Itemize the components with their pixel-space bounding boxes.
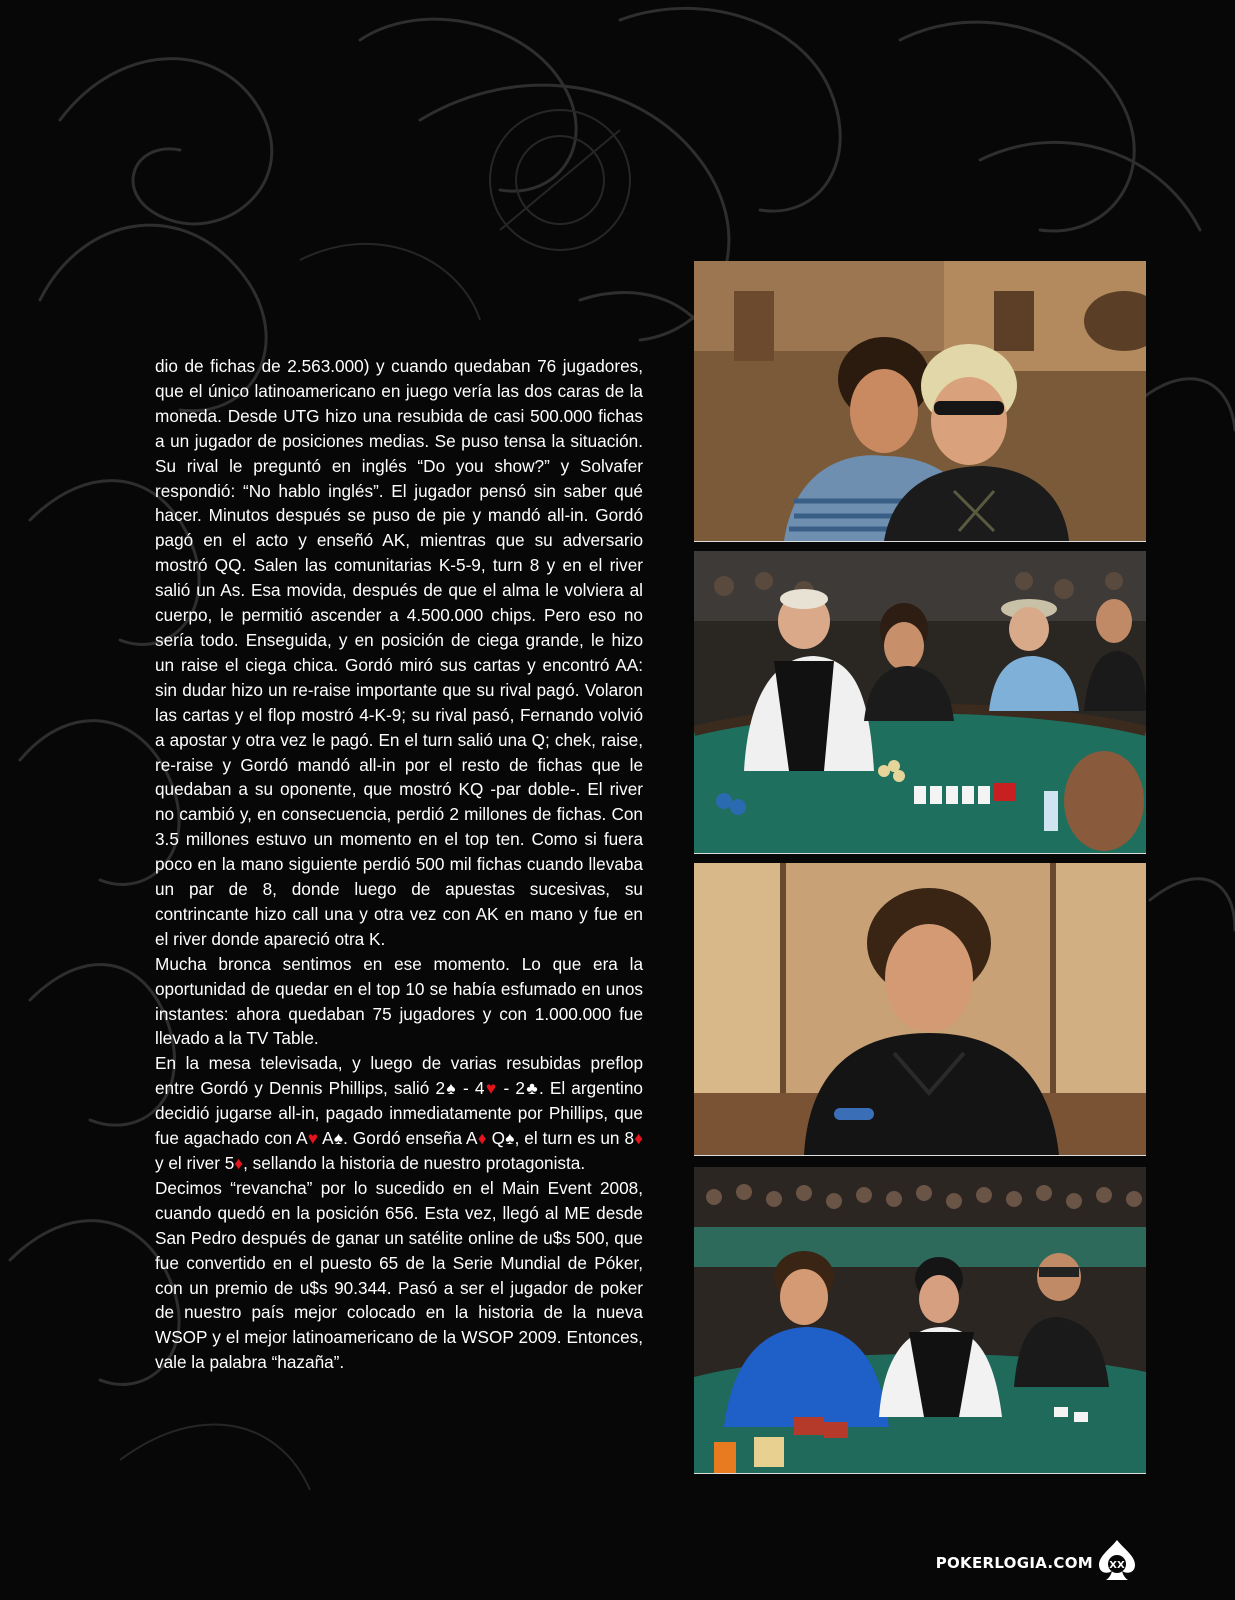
diamond-icon: ♦ — [234, 1153, 244, 1173]
article-paragraph: Mucha bronca sentimos en ese momento. Lo que era la oportunidad de quedar en el top 10 se había esfumado en unos instantes: ahora quedaban 75 jugadores y con 1.000.000 fue llevado a la TV Table. — [155, 953, 643, 1049]
text-span: . El argentino decidió jugarse all-in, pagado inmediatamente por Phillips, que fue agachado con A — [155, 1078, 643, 1149]
diamond-icon: ♦ — [634, 1128, 643, 1149]
spade-icon: ♠ — [333, 1128, 344, 1149]
spade-icon: ♠ — [505, 1128, 515, 1149]
article-body — [155, 354, 643, 1375]
photo-tournament-room — [694, 1167, 1146, 1474]
text-span: y el river 5 — [155, 1153, 235, 1173]
text-span: En la mesa televisada, y luego de varias resubidas preflop entre Gordó y Dennis Phillips, salió 2 — [155, 1053, 643, 1099]
text-span: - 4 — [456, 1078, 485, 1099]
text-span: A — [318, 1128, 334, 1149]
photo-poker-table — [694, 551, 1146, 854]
text-span: . Gordó enseña A — [343, 1128, 478, 1149]
text-span: , sellando la historia de nuestro protagonista. — [243, 1153, 586, 1173]
heart-icon: ♥ — [307, 1128, 319, 1149]
article-paragraph — [155, 1051, 643, 1176]
logo-badge-text: XX — [1109, 1560, 1125, 1571]
text-span: Q — [486, 1128, 506, 1149]
heart-icon: ♥ — [484, 1078, 498, 1099]
logo-text: POKERLOGIA.COM — [935, 1553, 1093, 1572]
article-paragraph: Decimos “revancha” por lo sucedido en el Main Event 2008, cuando quedó en la posición 656. Esta vez, llegó al ME desde San Pedro después de ganar un satélite online de u$s 500, que fue convertido en el puesto 65 de la Serie Mundial de Póker, con un premio de u$s 90.344. Pasó a ser el jugador de poker de nuestro país mejor colocado en la historia de la nueva WSOP y el mejor latinoamericano de la WSOP 2009. Entonces, vale la palabra “hazaña”. — [155, 1177, 643, 1373]
spade-logo-icon — [1097, 1538, 1137, 1587]
diamond-icon: ♦ — [477, 1128, 487, 1149]
footer-logo — [936, 1538, 1137, 1587]
spade-icon: ♠ — [445, 1078, 457, 1099]
photo-player-portrait — [694, 863, 1146, 1156]
club-icon: ♣ — [524, 1078, 539, 1099]
text-span: - 2 — [497, 1078, 525, 1099]
photo-players-closeup — [694, 261, 1146, 542]
text-span: , el turn es un 8 — [514, 1128, 635, 1149]
article-paragraph: dio de fichas de 2.563.000) y cuando quedaban 76 jugadores, que el único latinoamericano en juego vería las dos caras de la moneda. Desde UTG hizo una resubida de casi 500.000 fichas a un jugador de posiciones medias. Se puso tensa la situación. Su rival le preguntó en inglés “Do you show?” y Solvafer respondió: “No hablo inglés”. El jugador pensó sin saber qué hacer. Minutos después se puso de pie y mandó all-in. Gordó pagó en el acto y enseñó AK, mientras que su adversario mostró QQ. Salen las comunitarias K-5-9, turn 8 y en el river salió un As. Esa movida, después de que el alma le volviera al cuerpo, le permitió ascender a 4.500.000 chips. Pero eso no sería todo. Enseguida, y en posición de ciega grande, le hizo un raise el ciega chica. Gordó miró sus cartas y encontró AA: sin dudar hizo un re-raise importante que su rival pagó. Volaron las cartas y el flop mostró 4-K-9; su rival pasó, Fernando volvió a apostar y otra vez le pagó. En el turn salió una Q; chek, raise, re-raise y Gordó mandó all-in por el resto de fichas que le quedaban a su oponente, que mostró KQ -par doble-. El river no cambió y, en consecuencia, perdió 2 millones de fichas. Con 3.5 millones estuvo un momento en el top ten. Como si fuera poco en la mano siguiente perdió 500 mil fichas cuando llevaba un par de 8, donde luego de apuestas sucesivas, su contrincante hizo call una y otra vez con AK en mano y fue en el river donde apareció otra K. — [155, 356, 643, 949]
